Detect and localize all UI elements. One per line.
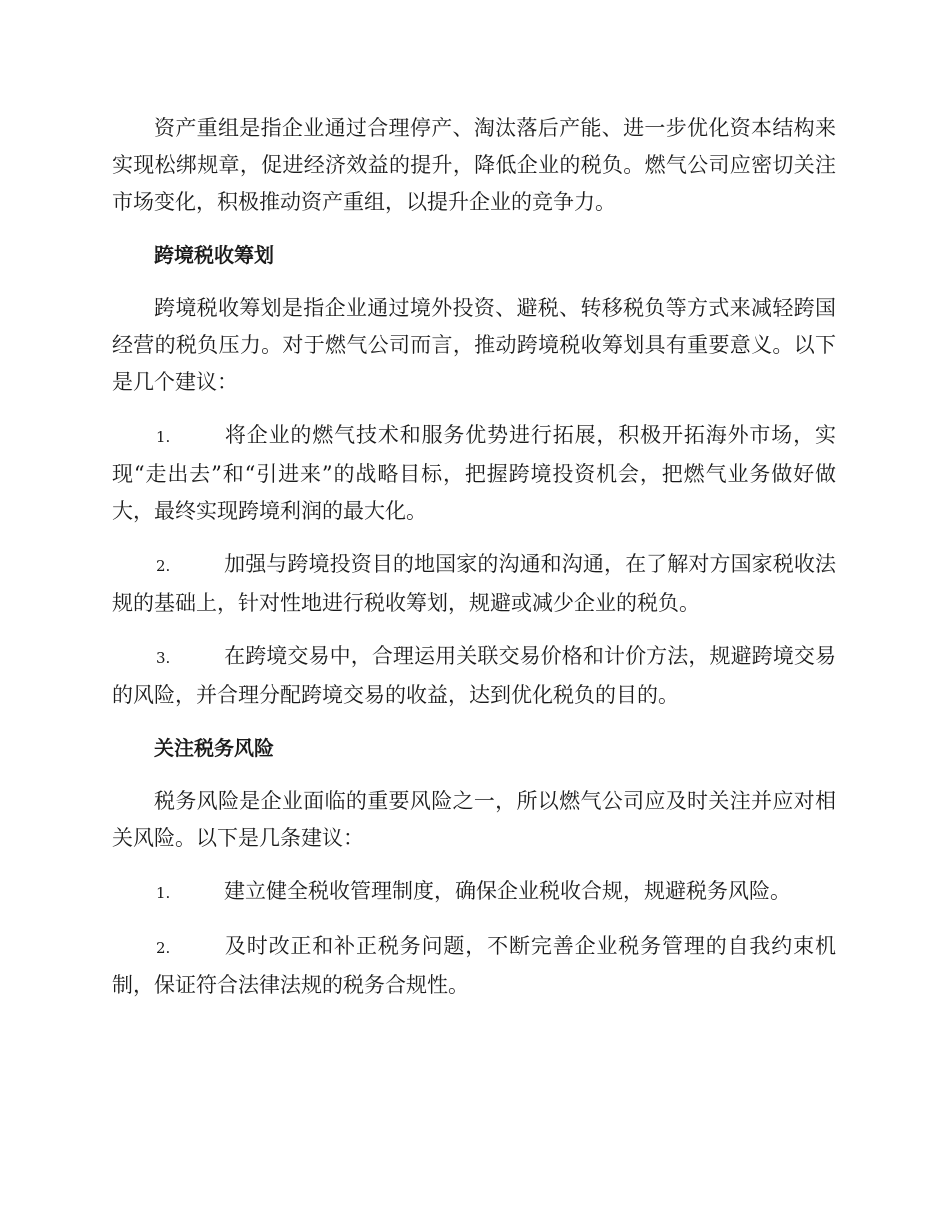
intro-paragraph: 资产重组是指企业通过合理停产、淘汰落后产能、进一步优化资本结构来实现松绑规章，促进经济效益的提升，降低企业的税负。燃气公司应密切关注市场变化，积极推动资产重组，以提升企业的竞争力。	[112, 116, 836, 214]
list-item	[112, 417, 836, 530]
list-item	[112, 873, 836, 912]
section-paragraph-cross-border: 跨境税收筹划是指企业通过境外投资、避税、转移税负等方式来减轻跨国经营的税负压力。对于燃气公司而言，推动跨境税收筹划具有重要意义。以下是几个建议：	[112, 296, 836, 394]
section-paragraph-tax-risk: 税务风险是企业面临的重要风险之一，所以燃气公司应及时关注并应对相关风险。以下是几条建议：	[112, 789, 836, 850]
list-item	[112, 546, 836, 622]
section-heading-cross-border-tax-planning: 跨境税收筹划	[154, 243, 274, 267]
list-item-text: 建立健全税收管理制度，确保企业税收合规，规避税务风险。	[224, 879, 791, 903]
list-item-text: 及时改正和补正税务问题，不断完善企业税务管理的自我约束机制，保证符合法律法规的税务合规性。	[112, 934, 836, 997]
list-item-number: 1.	[156, 884, 171, 902]
list-item-text: 在跨境交易中，合理运用关联交易价格和计价方法，规避跨境交易的风险，并合理分配跨境交易的收益，达到优化税负的目的。	[112, 644, 836, 707]
list-item-text: 将企业的燃气技术和服务优势进行拓展，积极开拓海外市场，实现“走出去”和“引进来”的战略目标，把握跨境投资机会，把燃气业务做好做大，最终实现跨境利润的最大化。	[112, 423, 836, 523]
section-heading-tax-risk: 关注税务风险	[154, 736, 274, 760]
list-item-number: 1.	[156, 428, 171, 446]
list-item	[112, 928, 836, 1004]
document-page	[112, 110, 836, 1020]
list-item	[112, 638, 836, 714]
list-item-number: 2.	[156, 557, 171, 575]
list-item-number: 3.	[156, 649, 171, 667]
list-item-number: 2.	[156, 939, 171, 957]
list-item-text: 加强与跨境投资目的地国家的沟通和沟通，在了解对方国家税收法规的基础上，针对性地进行税收筹划，规避或减少企业的税负。	[112, 552, 836, 615]
